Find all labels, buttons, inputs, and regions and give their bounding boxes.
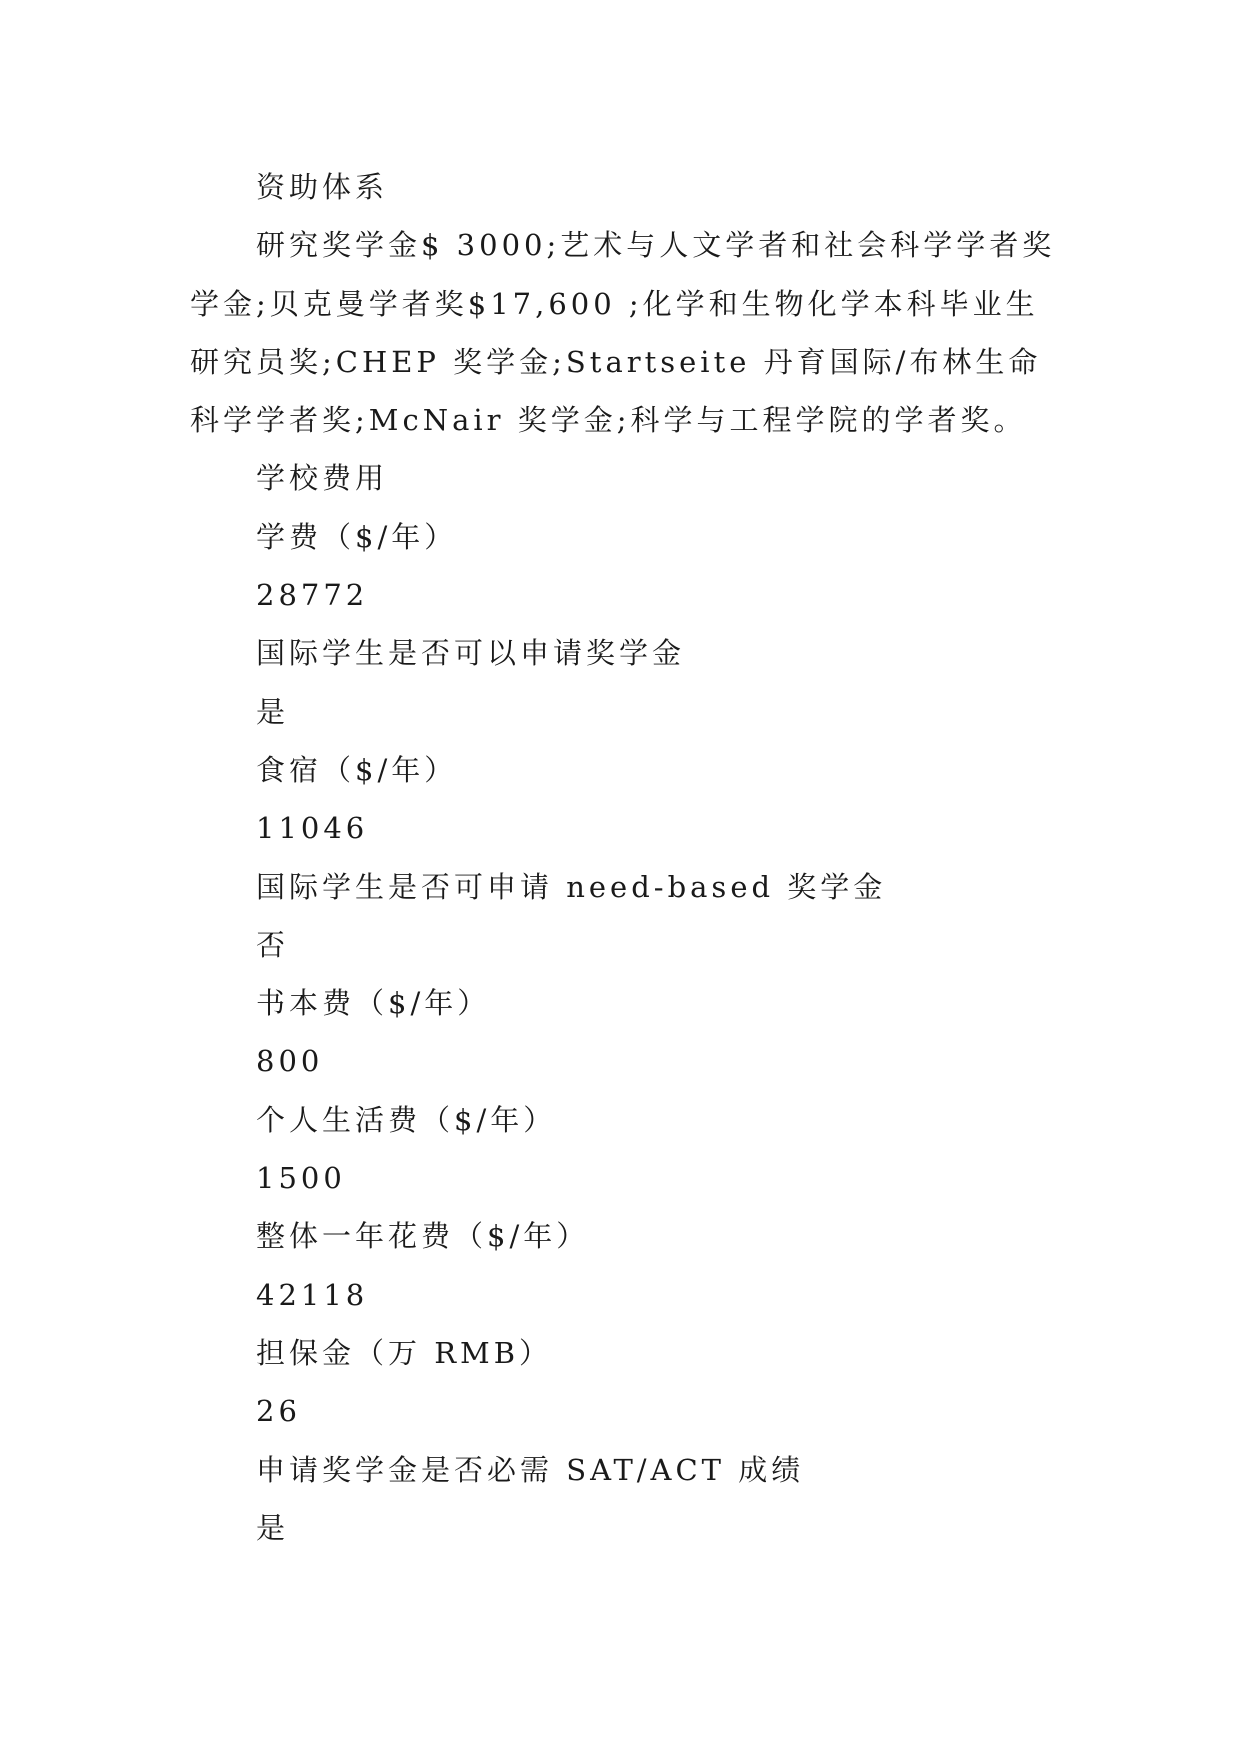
personal-expenses-label: 个人生活费（$/年）: [256, 1102, 557, 1137]
need-based-value: 否: [256, 927, 290, 962]
document-body: [190, 158, 1060, 1557]
personal-expenses-value: 1500: [256, 1161, 346, 1196]
sat-act-value: 是: [256, 1510, 290, 1545]
total-cost-label: 整体一年花费（$/年）: [256, 1219, 590, 1254]
books-value: 800: [256, 1044, 324, 1079]
costs-heading: 学校费用: [256, 461, 389, 496]
guarantee-label: 担保金（万 RMB）: [256, 1335, 553, 1370]
funding-heading: 资助体系: [256, 170, 389, 204]
tuition-label: 学费（$/年）: [256, 519, 458, 554]
need-based-label: 国际学生是否可申请 need-based 奖学金: [256, 869, 887, 904]
funding-paragraph: 研究奖学金$ 3000;艺术与人文学者和社会科学学者奖学金;贝克曼学者奖$17,600 ;化学和生物化学本科毕业生研究员奖;CHEP 奖学金;Startseite 丹育国际/布林生命科学学者奖;McNair 奖学金;科学与工程学院的学者奖。: [190, 228, 1056, 438]
total-cost-value: 42118: [256, 1277, 369, 1312]
guarantee-value: 26: [256, 1394, 301, 1429]
intl-scholarship-label: 国际学生是否可以申请奖学金: [256, 636, 686, 671]
sat-act-label: 申请奖学金是否必需 SAT/ACT 成绩: [256, 1452, 805, 1487]
room-board-label: 食宿（$/年）: [256, 752, 458, 787]
tuition-value: 28772: [256, 578, 369, 613]
room-board-value: 11046: [256, 811, 369, 846]
intl-scholarship-value: 是: [256, 694, 290, 729]
books-label: 书本费（$/年）: [256, 986, 491, 1021]
